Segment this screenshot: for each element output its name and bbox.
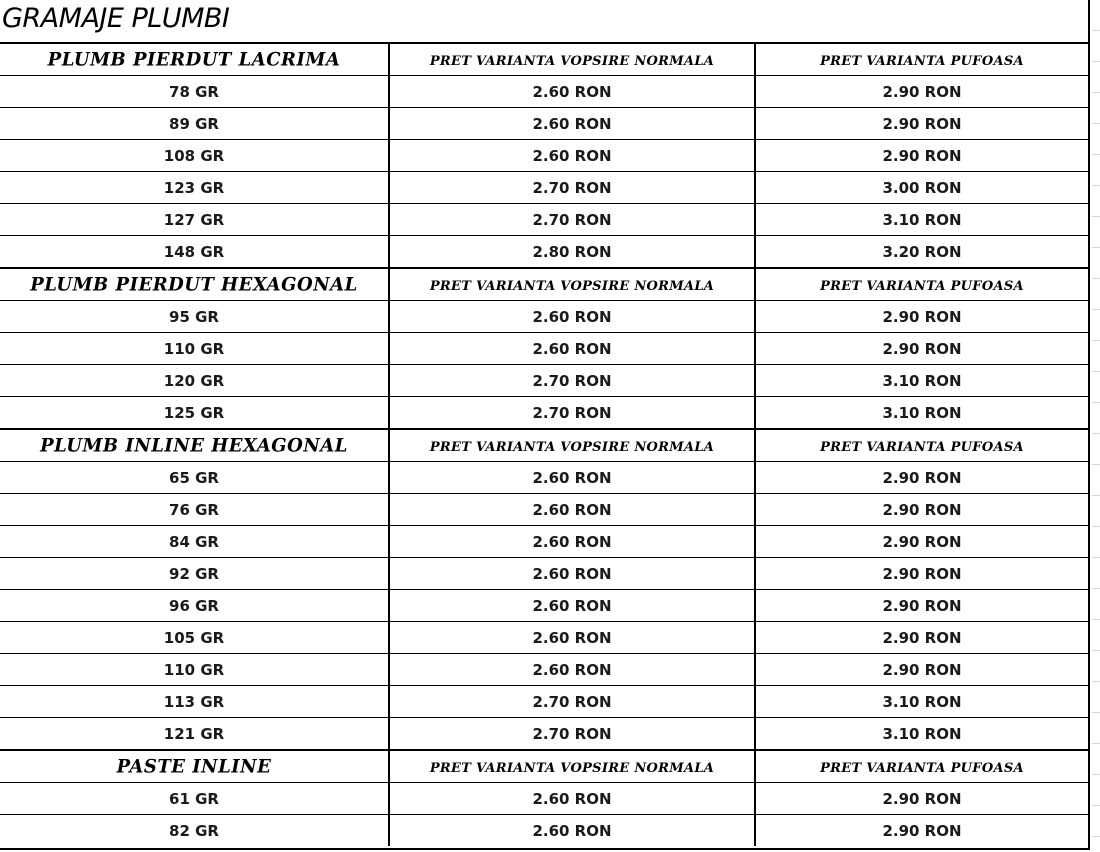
table-row	[0, 815, 1088, 847]
normal-price-cell: 2.60 RON	[389, 140, 755, 172]
pufoasa-price-cell: 2.90 RON	[755, 76, 1088, 108]
table-row	[0, 204, 1088, 236]
pufoasa-price-cell: 2.90 RON	[755, 108, 1088, 140]
section-header-row	[0, 750, 1088, 783]
table-row	[0, 301, 1088, 333]
column-header-pufoasa: PRET VARIANTA PUFOASA	[820, 54, 1024, 69]
weight-cell: 121 GR	[0, 718, 389, 751]
section-title: PLUMB PIERDUT HEXAGONAL	[30, 273, 358, 296]
table-row	[0, 140, 1088, 172]
column-header-pufoasa-cell	[755, 429, 1088, 462]
normal-price-cell: 2.60 RON	[389, 301, 755, 333]
pufoasa-price-cell: 2.90 RON	[755, 590, 1088, 622]
normal-price-cell: 2.70 RON	[389, 718, 755, 751]
pufoasa-price-cell: 2.90 RON	[755, 333, 1088, 365]
normal-price-cell: 2.80 RON	[389, 236, 755, 269]
pufoasa-price-cell: 2.90 RON	[755, 462, 1088, 494]
weight-cell: 120 GR	[0, 365, 389, 397]
price-table	[0, 44, 1088, 846]
table-row	[0, 172, 1088, 204]
weight-cell: 110 GR	[0, 654, 389, 686]
column-header-pufoasa: PRET VARIANTA PUFOASA	[820, 279, 1024, 294]
weight-cell: 148 GR	[0, 236, 389, 269]
column-header-normal-cell	[389, 268, 755, 301]
section-header-row	[0, 268, 1088, 301]
pufoasa-price-cell: 2.90 RON	[755, 301, 1088, 333]
column-header-pufoasa: PRET VARIANTA PUFOASA	[820, 440, 1024, 455]
normal-price-cell: 2.60 RON	[389, 526, 755, 558]
weight-cell: 89 GR	[0, 108, 389, 140]
pufoasa-price-cell: 2.90 RON	[755, 494, 1088, 526]
pufoasa-price-cell: 3.10 RON	[755, 365, 1088, 397]
table-row	[0, 558, 1088, 590]
pufoasa-price-cell: 2.90 RON	[755, 140, 1088, 172]
section-title-cell	[0, 44, 389, 76]
normal-price-cell: 2.60 RON	[389, 815, 755, 847]
section-title: PLUMB INLINE HEXAGONAL	[40, 434, 348, 457]
column-header-normal: PRET VARIANTA VOPSIRE NORMALA	[429, 54, 715, 69]
table-row	[0, 590, 1088, 622]
weight-cell: 65 GR	[0, 462, 389, 494]
table-row	[0, 783, 1088, 815]
normal-price-cell: 2.70 RON	[389, 397, 755, 430]
normal-price-cell: 2.60 RON	[389, 654, 755, 686]
normal-price-cell: 2.60 RON	[389, 558, 755, 590]
normal-price-cell: 2.60 RON	[389, 108, 755, 140]
weight-cell: 92 GR	[0, 558, 389, 590]
weight-cell: 105 GR	[0, 622, 389, 654]
column-header-pufoasa-cell	[755, 750, 1088, 783]
page-title: GRAMAJE PLUMBI	[2, 3, 230, 34]
column-header-normal: PRET VARIANTA VOPSIRE NORMALA	[429, 279, 715, 294]
spreadsheet-edge	[1092, 0, 1100, 852]
pufoasa-price-cell: 2.90 RON	[755, 526, 1088, 558]
section-header-row	[0, 44, 1088, 76]
table-row	[0, 397, 1088, 430]
pufoasa-price-cell: 3.20 RON	[755, 236, 1088, 269]
column-header-normal: PRET VARIANTA VOPSIRE NORMALA	[429, 440, 715, 455]
table-row	[0, 365, 1088, 397]
section-title-cell	[0, 750, 389, 783]
pufoasa-price-cell: 3.00 RON	[755, 172, 1088, 204]
pufoasa-price-cell: 2.90 RON	[755, 815, 1088, 847]
weight-cell: 110 GR	[0, 333, 389, 365]
table-row	[0, 622, 1088, 654]
weight-cell: 84 GR	[0, 526, 389, 558]
table-row	[0, 333, 1088, 365]
weight-cell: 113 GR	[0, 686, 389, 718]
column-header-normal-cell	[389, 44, 755, 76]
pufoasa-price-cell: 2.90 RON	[755, 654, 1088, 686]
pufoasa-price-cell: 2.90 RON	[755, 783, 1088, 815]
section-title: PLUMB PIERDUT LACRIMA	[47, 48, 341, 71]
pufoasa-price-cell: 3.10 RON	[755, 397, 1088, 430]
pufoasa-price-cell: 2.90 RON	[755, 622, 1088, 654]
table-row	[0, 462, 1088, 494]
table-row	[0, 654, 1088, 686]
weight-cell: 127 GR	[0, 204, 389, 236]
pufoasa-price-cell: 3.10 RON	[755, 686, 1088, 718]
normal-price-cell: 2.60 RON	[389, 622, 755, 654]
section-header-row	[0, 429, 1088, 462]
table-row	[0, 718, 1088, 751]
weight-cell: 78 GR	[0, 76, 389, 108]
column-header-pufoasa: PRET VARIANTA PUFOASA	[820, 761, 1024, 776]
weight-cell: 96 GR	[0, 590, 389, 622]
table-row	[0, 236, 1088, 269]
section-title-cell	[0, 268, 389, 301]
weight-cell: 76 GR	[0, 494, 389, 526]
table-row	[0, 686, 1088, 718]
table-row	[0, 494, 1088, 526]
column-header-pufoasa-cell	[755, 44, 1088, 76]
normal-price-cell: 2.70 RON	[389, 204, 755, 236]
normal-price-cell: 2.60 RON	[389, 76, 755, 108]
column-header-normal: PRET VARIANTA VOPSIRE NORMALA	[429, 761, 715, 776]
normal-price-cell: 2.60 RON	[389, 783, 755, 815]
normal-price-cell: 2.70 RON	[389, 172, 755, 204]
column-header-normal-cell	[389, 750, 755, 783]
table-row	[0, 526, 1088, 558]
normal-price-cell: 2.60 RON	[389, 333, 755, 365]
table-row	[0, 76, 1088, 108]
normal-price-cell: 2.70 RON	[389, 365, 755, 397]
weight-cell: 95 GR	[0, 301, 389, 333]
pufoasa-price-cell: 3.10 RON	[755, 204, 1088, 236]
weight-cell: 123 GR	[0, 172, 389, 204]
normal-price-cell: 2.70 RON	[389, 686, 755, 718]
normal-price-cell: 2.60 RON	[389, 494, 755, 526]
weight-cell: 108 GR	[0, 140, 389, 172]
weight-cell: 61 GR	[0, 783, 389, 815]
normal-price-cell: 2.60 RON	[389, 462, 755, 494]
section-title: PASTE INLINE	[116, 755, 272, 778]
section-title-cell	[0, 429, 389, 462]
weight-cell: 125 GR	[0, 397, 389, 430]
column-header-pufoasa-cell	[755, 268, 1088, 301]
pufoasa-price-cell: 2.90 RON	[755, 558, 1088, 590]
table-row	[0, 108, 1088, 140]
column-header-normal-cell	[389, 429, 755, 462]
weight-cell: 82 GR	[0, 815, 389, 847]
normal-price-cell: 2.60 RON	[389, 590, 755, 622]
title-row	[0, 0, 1088, 44]
pufoasa-price-cell: 3.10 RON	[755, 718, 1088, 751]
